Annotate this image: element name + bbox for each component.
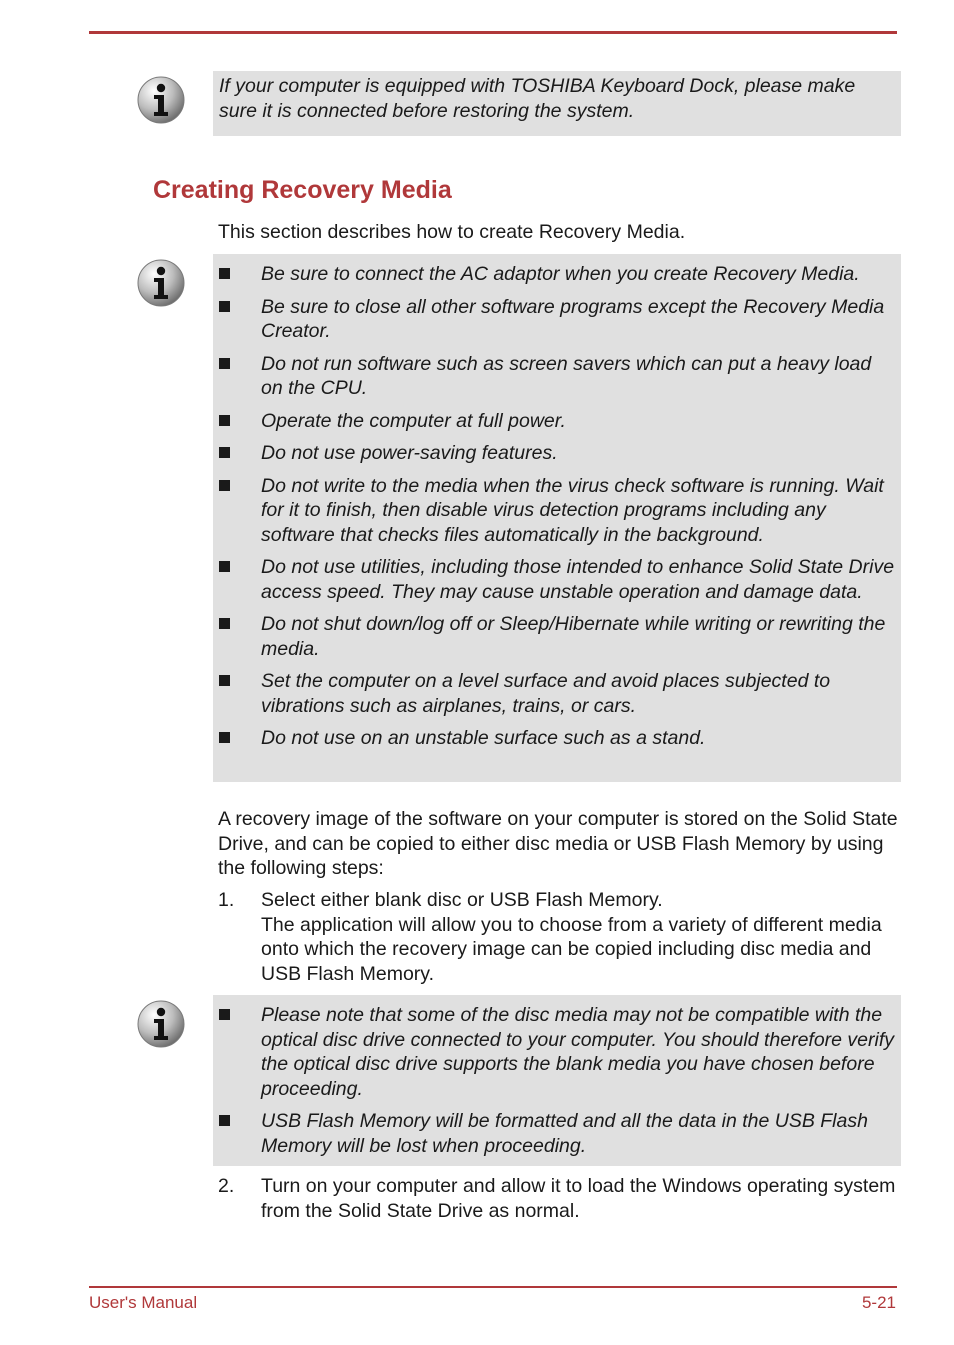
- note-box-media-compatibility: [213, 995, 901, 1166]
- bullet-icon: [219, 415, 230, 426]
- step-detail: The application will allow you to choose from a variety of different media onto which the recovery image can be copied including disc media and USB Flash Memory.: [261, 913, 882, 985]
- info-icon: [136, 258, 186, 308]
- list-item: Do not use on an unstable surface such as a stand.: [213, 726, 901, 751]
- bullet-icon: [219, 561, 230, 572]
- step-text: Turn on your computer and allow it to load the Windows operating system from the Solid State Drive as normal.: [261, 1175, 896, 1222]
- bullet-icon: [219, 301, 230, 312]
- note-text: If your computer is equipped with TOSHIBA Keyboard Dock, please make sure it is connected before restoring the system.: [219, 75, 856, 122]
- list-item: Do not write to the media when the virus check software is running. Wait for it to finish, then disable virus detection programs including any software that checks files automatically in the background.: [213, 474, 901, 548]
- bullet-icon: [219, 268, 230, 279]
- note-box-recovery-precautions: [213, 254, 901, 782]
- recovery-paragraph: A recovery image of the software on your computer is stored on the Solid State Drive, and can be copied to either disc media or USB Flash Memory by using the following steps:: [218, 808, 898, 879]
- list-item: USB Flash Memory will be formatted and all the data in the USB Flash Memory will be lost when proceeding.: [213, 1109, 901, 1158]
- step-1: [218, 888, 898, 986]
- page-number: 5-21: [861, 1293, 896, 1312]
- list-item: Be sure to connect the AC adaptor when you create Recovery Media.: [213, 262, 901, 287]
- bullet-icon: [219, 732, 230, 743]
- list-item: Set the computer on a level surface and avoid places subjected to vibrations such as airplanes, trains, or cars.: [213, 669, 901, 718]
- bullet-icon: [219, 358, 230, 369]
- bullet-icon: [219, 675, 230, 686]
- bullet-icon: [219, 618, 230, 629]
- list-item: Please note that some of the disc media may not be compatible with the optical disc drive connected to your computer. You should therefore verify the optical disc drive supports the blank media you have chosen before proceeding.: [213, 1003, 901, 1101]
- info-icon: [136, 75, 186, 125]
- footer-manual-title: User's Manual: [89, 1293, 198, 1312]
- list-item: Do not use power-saving features.: [213, 441, 901, 466]
- step-number: 2.: [218, 1175, 235, 1197]
- section-heading: Creating Recovery Media: [153, 176, 452, 204]
- section-intro: This section describes how to create Recovery Media.: [218, 221, 686, 243]
- bullet-icon: [219, 480, 230, 491]
- list-item: Operate the computer at full power.: [213, 409, 901, 434]
- list-item: Be sure to close all other software programs except the Recovery Media Creator.: [213, 295, 901, 344]
- step-2: [218, 1174, 898, 1223]
- precautions-list: [213, 254, 901, 751]
- header-rule: [89, 31, 897, 34]
- bullet-icon: [219, 1009, 230, 1020]
- footer-rule: [89, 1286, 897, 1288]
- list-item: Do not shut down/log off or Sleep/Hibernate while writing or rewriting the media.: [213, 612, 901, 661]
- step-text: Select either blank disc or USB Flash Memory.: [261, 889, 663, 911]
- step-number: 1.: [218, 889, 235, 911]
- info-icon: [136, 999, 186, 1049]
- note-box-keyboard-dock: [213, 71, 901, 136]
- bullet-icon: [219, 1115, 230, 1126]
- list-item: Do not use utilities, including those intended to enhance Solid State Drive access speed. They may cause unstable operation and damage data.: [213, 555, 901, 604]
- media-notes-list: [213, 995, 901, 1158]
- bullet-icon: [219, 447, 230, 458]
- list-item: Do not run software such as screen savers which can put a heavy load on the CPU.: [213, 352, 901, 401]
